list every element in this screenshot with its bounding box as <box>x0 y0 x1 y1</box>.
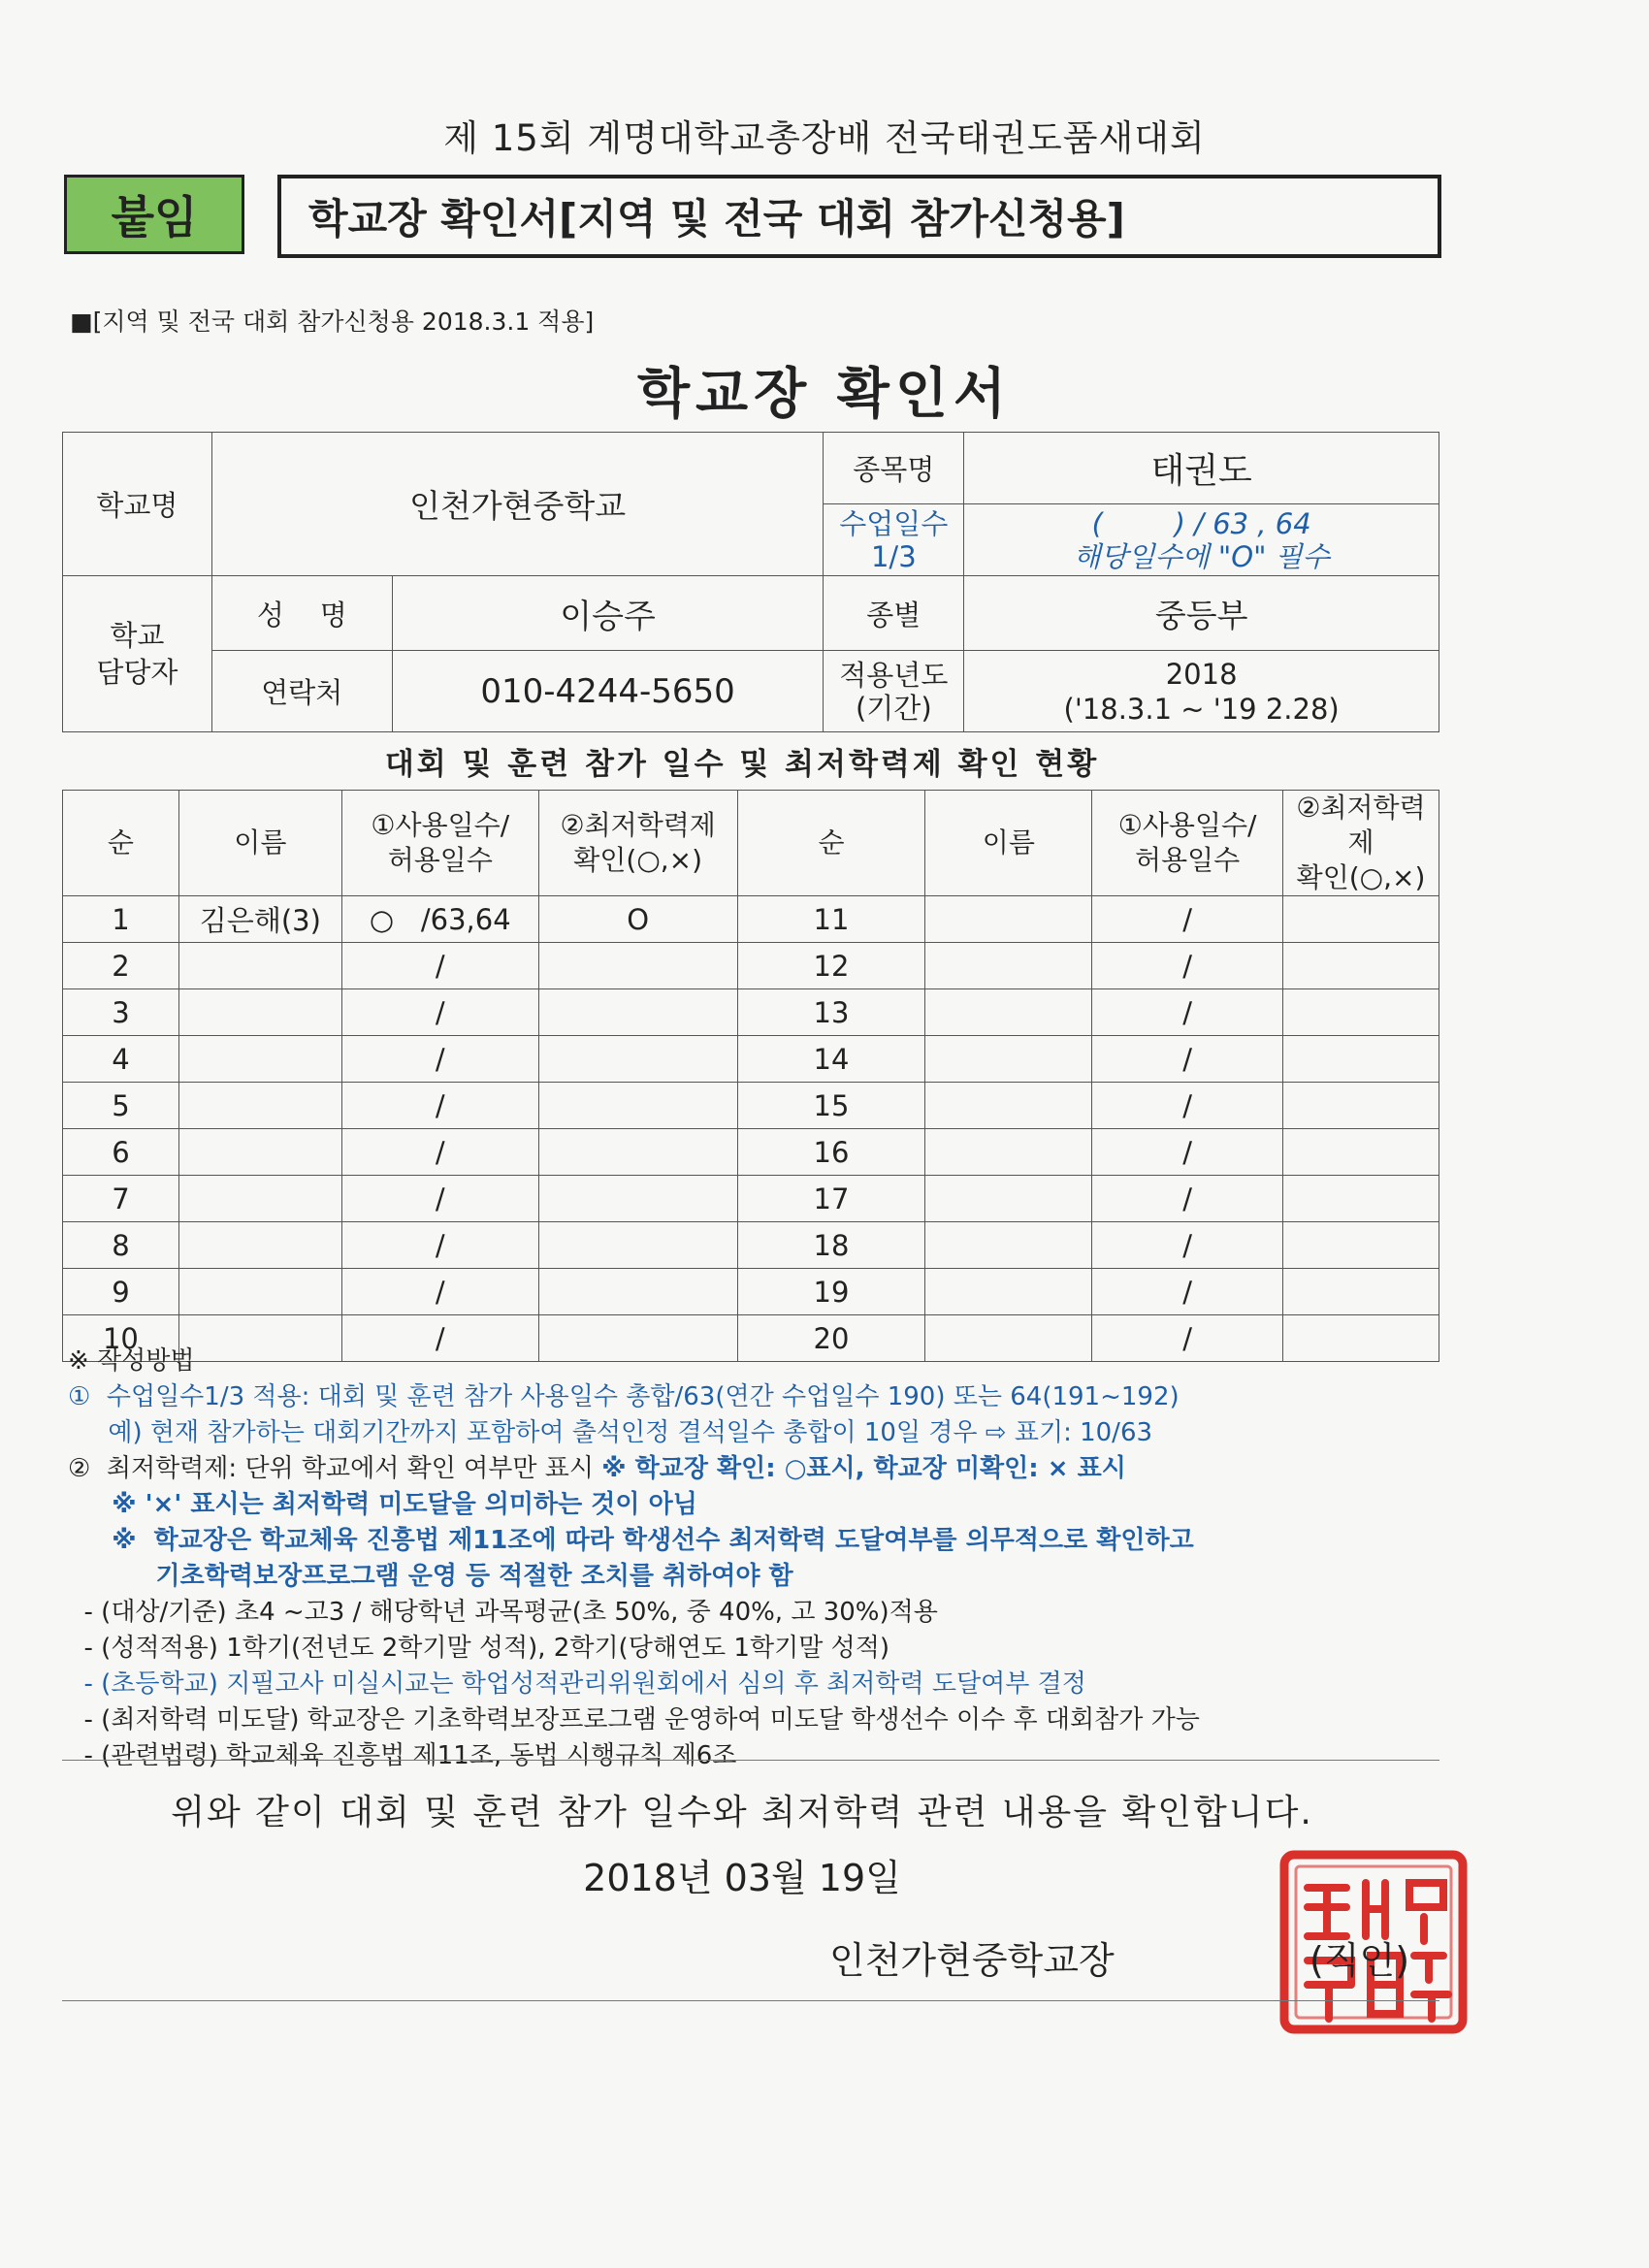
record-no: 10 <box>63 1315 179 1362</box>
record-check <box>1283 989 1439 1036</box>
record-used: / <box>341 1176 538 1222</box>
record-check: O <box>538 896 737 943</box>
detail-3: - (초등학교) 지필고사 미실시교는 학업성적관리위원회에서 심의 후 최저학력 도달여부 결정 <box>68 1669 1086 1699</box>
header-name-right: 이름 <box>925 791 1092 896</box>
header-title: 학교장 확인서[지역 및 전국 대회 참가신청용] <box>277 175 1441 258</box>
record-name: 김은해(3) <box>178 896 341 943</box>
record-no: 5 <box>63 1083 179 1129</box>
record-header-row <box>63 791 1439 896</box>
detail-5: - (관련법령) 학교체육 진흥법 제11조, 동법 시행규칙 제6조 <box>68 1741 737 1770</box>
record-used: / <box>1092 1315 1283 1362</box>
year-number: 2018 <box>1165 657 1238 691</box>
record-no: 9 <box>63 1269 179 1315</box>
note-2a-blue: ※ 학교장 확인: ○표시, 학교장 미확인: × 표시 <box>601 1454 1126 1483</box>
record-name <box>925 943 1092 989</box>
sport-label: 종목명 <box>824 433 964 504</box>
detail-1: - (대상/기준) 초4 ~고3 / 해당학년 과목평균(초 50%, 중 40%, 고 30%)적용 <box>68 1598 938 1627</box>
record-used: / <box>341 943 538 989</box>
record-name <box>178 1036 341 1083</box>
class-days-value <box>964 504 1439 576</box>
record-check <box>538 1222 737 1269</box>
seal-label: (직인) <box>1310 1939 1410 1982</box>
record-row <box>63 1083 1439 1129</box>
record-used: / <box>341 1222 538 1269</box>
record-no: 12 <box>737 943 925 989</box>
contact-label: 연락처 <box>211 651 392 732</box>
record-no: 11 <box>737 896 925 943</box>
record-check <box>1283 1083 1439 1129</box>
notes-heading: ※ 작성방법 <box>68 1346 195 1376</box>
record-check <box>1283 943 1439 989</box>
confirmation-date: 2018년 03월 19일 <box>583 1857 901 1899</box>
record-check <box>538 989 737 1036</box>
record-no: 20 <box>737 1315 925 1362</box>
division-value: 중등부 <box>964 576 1439 651</box>
header-check-right-line1: ②최저학력제 <box>1296 792 1426 859</box>
record-name <box>925 896 1092 943</box>
record-check <box>1283 1176 1439 1222</box>
record-check <box>538 1129 737 1176</box>
header-check-line2: 확인(○,×) <box>573 844 703 876</box>
record-name <box>925 1222 1092 1269</box>
header-used-right <box>1092 791 1283 896</box>
record-used: / <box>1092 943 1283 989</box>
manager-label <box>63 576 212 732</box>
header-check-right-line2: 확인(○,×) <box>1296 861 1426 893</box>
record-no: 16 <box>737 1129 925 1176</box>
record-name <box>178 943 341 989</box>
header-used-line1: ①사용일수/ <box>371 809 510 841</box>
record-used: / <box>341 1315 538 1362</box>
record-table <box>62 790 1439 1362</box>
record-no: 2 <box>63 943 179 989</box>
record-no: 15 <box>737 1083 925 1129</box>
record-check <box>1283 1036 1439 1083</box>
record-check <box>538 1269 737 1315</box>
record-no: 7 <box>63 1176 179 1222</box>
manager-name: 이승주 <box>392 576 824 651</box>
record-check <box>538 943 737 989</box>
record-used: / <box>341 989 538 1036</box>
record-name <box>178 989 341 1036</box>
record-check <box>538 1036 737 1083</box>
record-name <box>925 1036 1092 1083</box>
record-used: / <box>1092 1129 1283 1176</box>
record-name <box>178 1222 341 1269</box>
section-title: 대회 및 훈련 참가 일수 및 최저학력제 확인 현황 <box>384 747 1100 782</box>
note-2a <box>68 1451 1465 1487</box>
class-days-label-line1: 수업일수 <box>839 506 949 540</box>
record-check <box>1283 896 1439 943</box>
record-name <box>925 1176 1092 1222</box>
record-name <box>178 1176 341 1222</box>
record-used: / <box>341 1036 538 1083</box>
header-used <box>341 791 538 896</box>
school-label: 학교명 <box>63 433 212 576</box>
record-used: / <box>1092 989 1283 1036</box>
header-no: 순 <box>63 791 179 896</box>
record-used: / <box>1092 1176 1283 1222</box>
record-row <box>63 1269 1439 1315</box>
record-row <box>63 1129 1439 1176</box>
division-label: 종별 <box>824 576 964 651</box>
record-row <box>63 1036 1439 1083</box>
note-1b: 예) 현재 참가하는 대회기간까지 포함하여 출석인정 결석일수 총합이 10일 경우 ⇨ 표기: 10/63 <box>68 1418 1153 1447</box>
record-name <box>925 1083 1092 1129</box>
record-used: / <box>341 1269 538 1315</box>
record-used: / <box>341 1129 538 1176</box>
name-label: 성 명 <box>211 576 392 651</box>
record-check <box>538 1083 737 1129</box>
header-name: 이름 <box>178 791 341 896</box>
record-name <box>925 1269 1092 1315</box>
divider <box>62 1760 1439 1761</box>
note-2d: 기초학력보장프로그램 운영 등 적절한 조치를 취하여야 함 <box>68 1562 793 1591</box>
header-used-line2: 허용일수 <box>387 844 493 876</box>
header-used-right-line2: 허용일수 <box>1135 844 1241 876</box>
instructions <box>68 1344 1465 1774</box>
note-1a: ① 수업일수1/3 적용: 대회 및 훈련 참가 사용일수 총합/63(연간 수업일수 190) 또는 64(191~192) <box>68 1382 1180 1411</box>
header-check <box>538 791 737 896</box>
record-no: 1 <box>63 896 179 943</box>
detail-2: - (성적적용) 1학기(전년도 2학기말 성적), 2학기(당해연도 1학기말 성적) <box>68 1634 889 1663</box>
info-table <box>62 432 1439 732</box>
record-used: / <box>1092 1083 1283 1129</box>
manager-label-line2: 담당자 <box>96 656 178 689</box>
school-name: 인천가현중학교 <box>211 433 824 576</box>
record-check <box>538 1176 737 1222</box>
class-days-label-line2: 1/3 <box>870 539 917 573</box>
record-name <box>178 1083 341 1129</box>
record-row <box>63 943 1439 989</box>
record-no: 14 <box>737 1036 925 1083</box>
detail-4: - (최저학력 미도달) 학교장은 기초학력보장프로그램 운영하여 미도달 학생선수 이수 후 대회참가 가능 <box>68 1705 1200 1734</box>
document-title: 학교장 확인서 <box>636 363 1013 426</box>
record-used: / <box>1092 1036 1283 1083</box>
record-row <box>63 1222 1439 1269</box>
note-2c: ※ 학교장은 학교체육 진흥법 제11조에 따라 학생선수 최저학력 도달여부를 의무적으로 확인하고 <box>68 1526 1194 1555</box>
record-no: 17 <box>737 1176 925 1222</box>
bottom-divider <box>62 2000 1439 2001</box>
contact-value: 010-4244-5650 <box>392 651 824 732</box>
record-no: 19 <box>737 1269 925 1315</box>
class-days-note: 해당일수에 "O" 필수 <box>1073 539 1330 573</box>
attachment-badge: 붙임 <box>64 175 244 254</box>
record-no: 8 <box>63 1222 179 1269</box>
header-check-right <box>1283 791 1439 896</box>
record-row <box>63 989 1439 1036</box>
form-note: ■[지역 및 전국 대회 참가신청용 2018.3.1 적용] <box>70 308 595 336</box>
year-period: ('18.3.1 ~ '19 2.28) <box>1063 692 1340 726</box>
record-check <box>1283 1269 1439 1315</box>
record-used: / <box>341 1083 538 1129</box>
note-2b: ※ '×' 표시는 최저학력 미도달을 의미하는 것이 아님 <box>68 1490 697 1519</box>
record-used: ○ /63,64 <box>341 896 538 943</box>
record-row <box>63 1176 1439 1222</box>
manager-label-line1: 학교 <box>110 619 165 652</box>
sport-value: 태권도 <box>964 433 1439 504</box>
record-name <box>925 1129 1092 1176</box>
record-name <box>178 1269 341 1315</box>
note-2a-plain: ② 최저학력제: 단위 학교에서 확인 여부만 표시 <box>68 1454 602 1483</box>
record-row <box>63 896 1439 943</box>
record-no: 13 <box>737 989 925 1036</box>
header-check-line1: ②최저학력제 <box>560 809 716 841</box>
class-days-options: ( ) / 63 , 64 <box>1091 506 1311 540</box>
record-no: 6 <box>63 1129 179 1176</box>
year-value <box>964 651 1439 732</box>
confirmation-text: 위와 같이 대회 및 훈련 참가 일수와 최저학력 관련 내용을 확인합니다. <box>171 1793 1313 1832</box>
record-used: / <box>1092 1269 1283 1315</box>
year-label-line2: (기간) <box>855 691 932 725</box>
header-no-right: 순 <box>737 791 925 896</box>
record-name <box>178 1129 341 1176</box>
record-no: 3 <box>63 989 179 1036</box>
class-days-label <box>824 504 964 576</box>
record-used: / <box>1092 1222 1283 1269</box>
principal-title: 인천가현중학교장 <box>829 1939 1115 1982</box>
record-name <box>925 989 1092 1036</box>
header-used-right-line1: ①사용일수/ <box>1117 809 1257 841</box>
record-check <box>1283 1222 1439 1269</box>
year-label <box>824 651 964 732</box>
year-label-line1: 적용년도 <box>839 658 949 692</box>
record-check <box>1283 1129 1439 1176</box>
event-title: 제 15회 계명대학교총장배 전국태권도품새대회 <box>443 117 1206 159</box>
record-used: / <box>1092 896 1283 943</box>
record-no: 18 <box>737 1222 925 1269</box>
record-no: 4 <box>63 1036 179 1083</box>
